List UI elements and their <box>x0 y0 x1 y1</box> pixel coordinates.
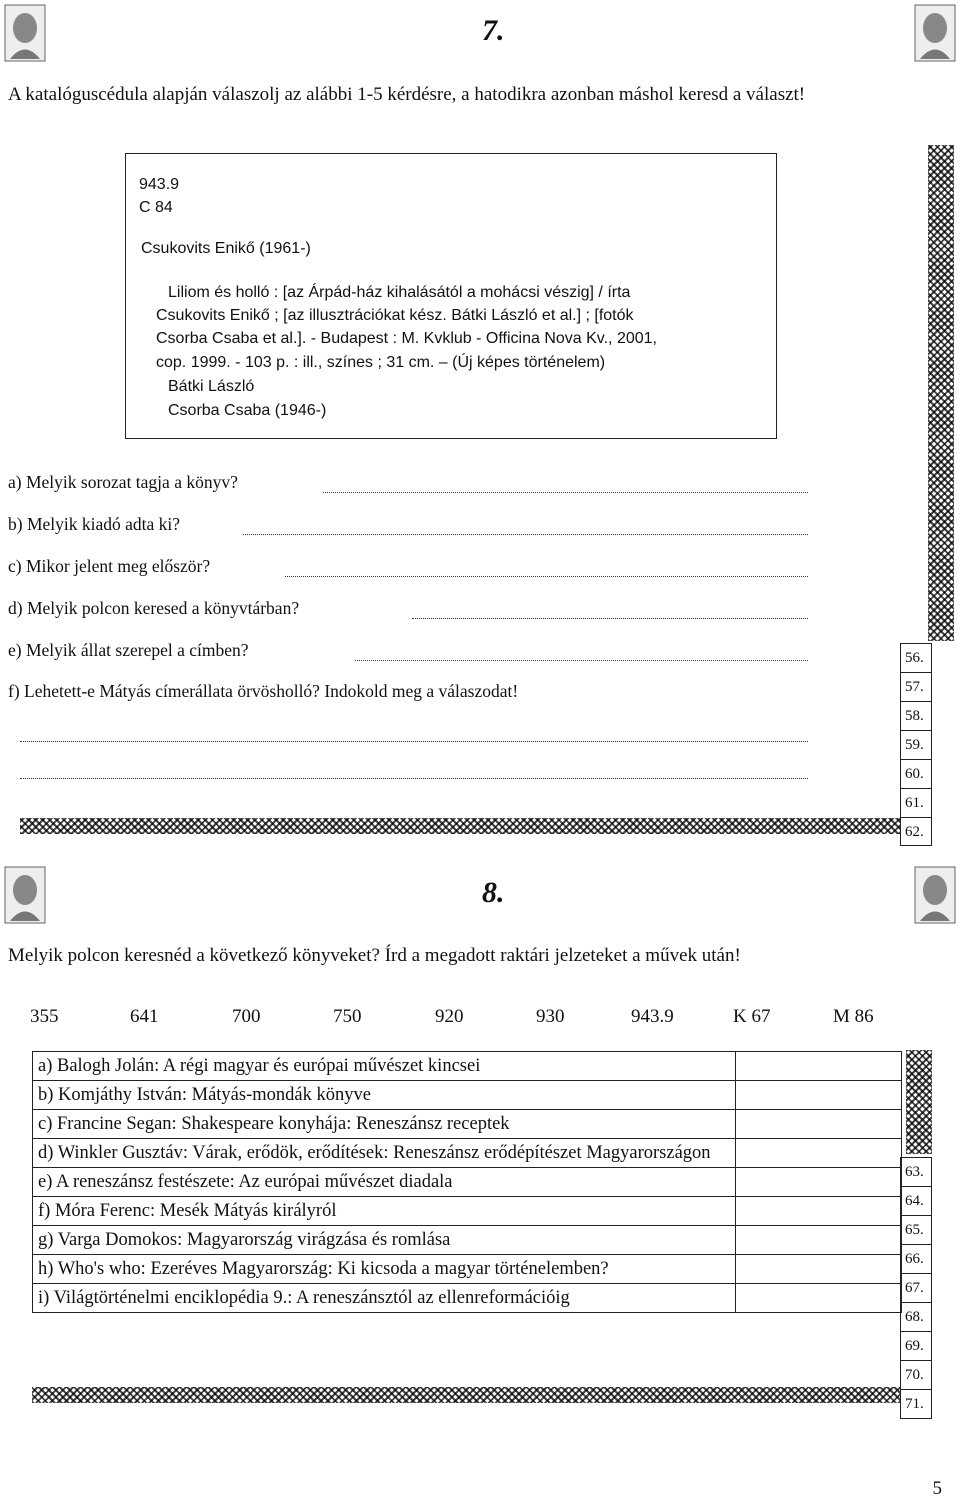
card-line: Csorba Csaba et al.]. - Budapest : M. Kvklub - Officina Nova Kv., 2001, <box>156 330 657 347</box>
table-row <box>33 1139 902 1168</box>
score-cell[interactable]: 63. <box>901 1158 931 1187</box>
card-line: 943.9 <box>139 176 180 193</box>
books-table <box>32 1051 902 1313</box>
book-title: i) Világtörténelmi enciklopédia 9.: A reneszánsztól az ellenreformációig <box>33 1284 736 1313</box>
answer-cell[interactable] <box>736 1226 902 1255</box>
shelf-code: 930 <box>536 1006 565 1027</box>
answer-cell[interactable] <box>736 1255 902 1284</box>
answer-cell[interactable] <box>736 1110 902 1139</box>
shelf-code: 641 <box>130 1006 159 1027</box>
answer-cell[interactable] <box>736 1139 902 1168</box>
score-cell[interactable]: 68. <box>901 1303 931 1332</box>
card-line: Liliom és holló : [az Árpád-ház kihalásától a mohácsi vészig] / írta <box>168 284 631 301</box>
shelf-code: 355 <box>30 1006 59 1027</box>
score-cell[interactable]: 58. <box>901 702 931 731</box>
table-row <box>33 1110 902 1139</box>
score-cell[interactable]: 64. <box>901 1187 931 1216</box>
table-row <box>33 1052 902 1081</box>
table-row <box>33 1081 902 1110</box>
shelf-code: 700 <box>232 1006 261 1027</box>
ornamental-border <box>32 1387 900 1403</box>
score-cell[interactable]: 70. <box>901 1361 931 1390</box>
score-cell[interactable]: 69. <box>901 1332 931 1361</box>
ornamental-border <box>906 1050 932 1154</box>
table-row <box>33 1284 902 1313</box>
score-cell[interactable]: 57. <box>901 673 931 702</box>
card-line: cop. 1999. - 103 p. : ill., színes ; 31 cm. – (Új képes történelem) <box>156 354 606 371</box>
section-intro: Melyik polcon keresnéd a következő könyveket? Írd a megadott raktári jelzeteket a művek után! <box>8 945 741 966</box>
answer-line[interactable] <box>20 778 808 779</box>
page-number: 5 <box>932 1478 942 1499</box>
ornamental-border <box>20 818 900 834</box>
portrait-icon <box>4 4 46 62</box>
score-column <box>900 1157 932 1419</box>
answer-cell[interactable] <box>736 1197 902 1226</box>
answer-cell[interactable] <box>736 1081 902 1110</box>
answer-line[interactable] <box>20 741 808 742</box>
card-line: Bátki László <box>168 378 255 395</box>
score-cell[interactable]: 66. <box>901 1245 931 1274</box>
answer-cell[interactable] <box>736 1284 902 1313</box>
card-line: Csorba Csaba (1946-) <box>168 402 327 419</box>
book-title: d) Winkler Gusztáv: Várak, erődök, erődítések: Reneszánsz erődépítészet Magyarországon <box>33 1139 736 1168</box>
card-line: C 84 <box>139 199 173 216</box>
question-a: a) Melyik sorozat tagja a könyv? <box>8 472 238 492</box>
answer-line[interactable] <box>355 660 808 661</box>
score-cell[interactable]: 59. <box>901 731 931 760</box>
score-cell[interactable]: 67. <box>901 1274 931 1303</box>
portrait-icon <box>4 866 46 924</box>
question-f: f) Lehetett-e Mátyás címerállata örvösholló? Indokold meg a válaszodat! <box>8 681 519 701</box>
section-number: 8. <box>482 876 505 909</box>
portrait-icon <box>914 4 956 62</box>
score-cell[interactable]: 60. <box>901 760 931 789</box>
score-cell[interactable]: 61. <box>901 789 931 818</box>
catalog-card <box>125 153 777 439</box>
answer-line[interactable] <box>323 492 808 493</box>
answer-line[interactable] <box>412 618 808 619</box>
question-b: b) Melyik kiadó adta ki? <box>8 514 181 534</box>
answer-cell[interactable] <box>736 1168 902 1197</box>
shelf-code: 920 <box>435 1006 464 1027</box>
score-cell[interactable]: 65. <box>901 1216 931 1245</box>
book-title: g) Varga Domokos: Magyarország virágzása és romlása <box>33 1226 736 1255</box>
answer-cell[interactable] <box>736 1052 902 1081</box>
question-e: e) Melyik állat szerepel a címben? <box>8 640 249 660</box>
card-line: Csukovits Enikő ; [az illusztrációkat kész. Bátki László et al.] ; [fotók <box>156 307 634 324</box>
book-title: b) Komjáthy István: Mátyás-mondák könyve <box>33 1081 736 1110</box>
answer-line[interactable] <box>285 576 808 577</box>
question-d: d) Melyik polcon keresed a könyvtárban? <box>8 598 300 618</box>
book-title: c) Francine Segan: Shakespeare konyhája: Reneszánsz receptek <box>33 1110 736 1139</box>
score-column <box>900 643 932 846</box>
shelf-code: K 67 <box>733 1006 771 1027</box>
answer-line[interactable] <box>243 534 808 535</box>
table-row <box>33 1168 902 1197</box>
score-cell[interactable]: 62. <box>905 824 924 840</box>
section-intro: A katalóguscédula alapján válaszolj az alábbi 1-5 kérdésre, a hatodikra azonban máshol keresd a választ! <box>8 84 806 105</box>
shelf-code: 750 <box>333 1006 362 1027</box>
card-line: Csukovits Enikő (1961-) <box>141 240 311 257</box>
score-cell[interactable]: 56. <box>901 644 931 673</box>
section-number: 7. <box>482 14 505 47</box>
book-title: a) Balogh Jolán: A régi magyar és európai művészet kincsei <box>33 1052 736 1081</box>
table-row <box>33 1255 902 1284</box>
shelf-code: 943.9 <box>631 1006 674 1027</box>
shelf-code: M 86 <box>833 1006 874 1027</box>
score-cell[interactable]: 71. <box>905 1396 924 1412</box>
table-row <box>33 1226 902 1255</box>
ornamental-border <box>928 145 954 641</box>
book-title: f) Móra Ferenc: Mesék Mátyás királyról <box>33 1197 736 1226</box>
book-title: e) A reneszánsz festészete: Az európai művészet diadala <box>33 1168 736 1197</box>
question-c: c) Mikor jelent meg először? <box>8 556 211 576</box>
table-row <box>33 1197 902 1226</box>
book-title: h) Who's who: Ezeréves Magyarország: Ki kicsoda a magyar történelemben? <box>33 1255 736 1284</box>
portrait-icon <box>914 866 956 924</box>
